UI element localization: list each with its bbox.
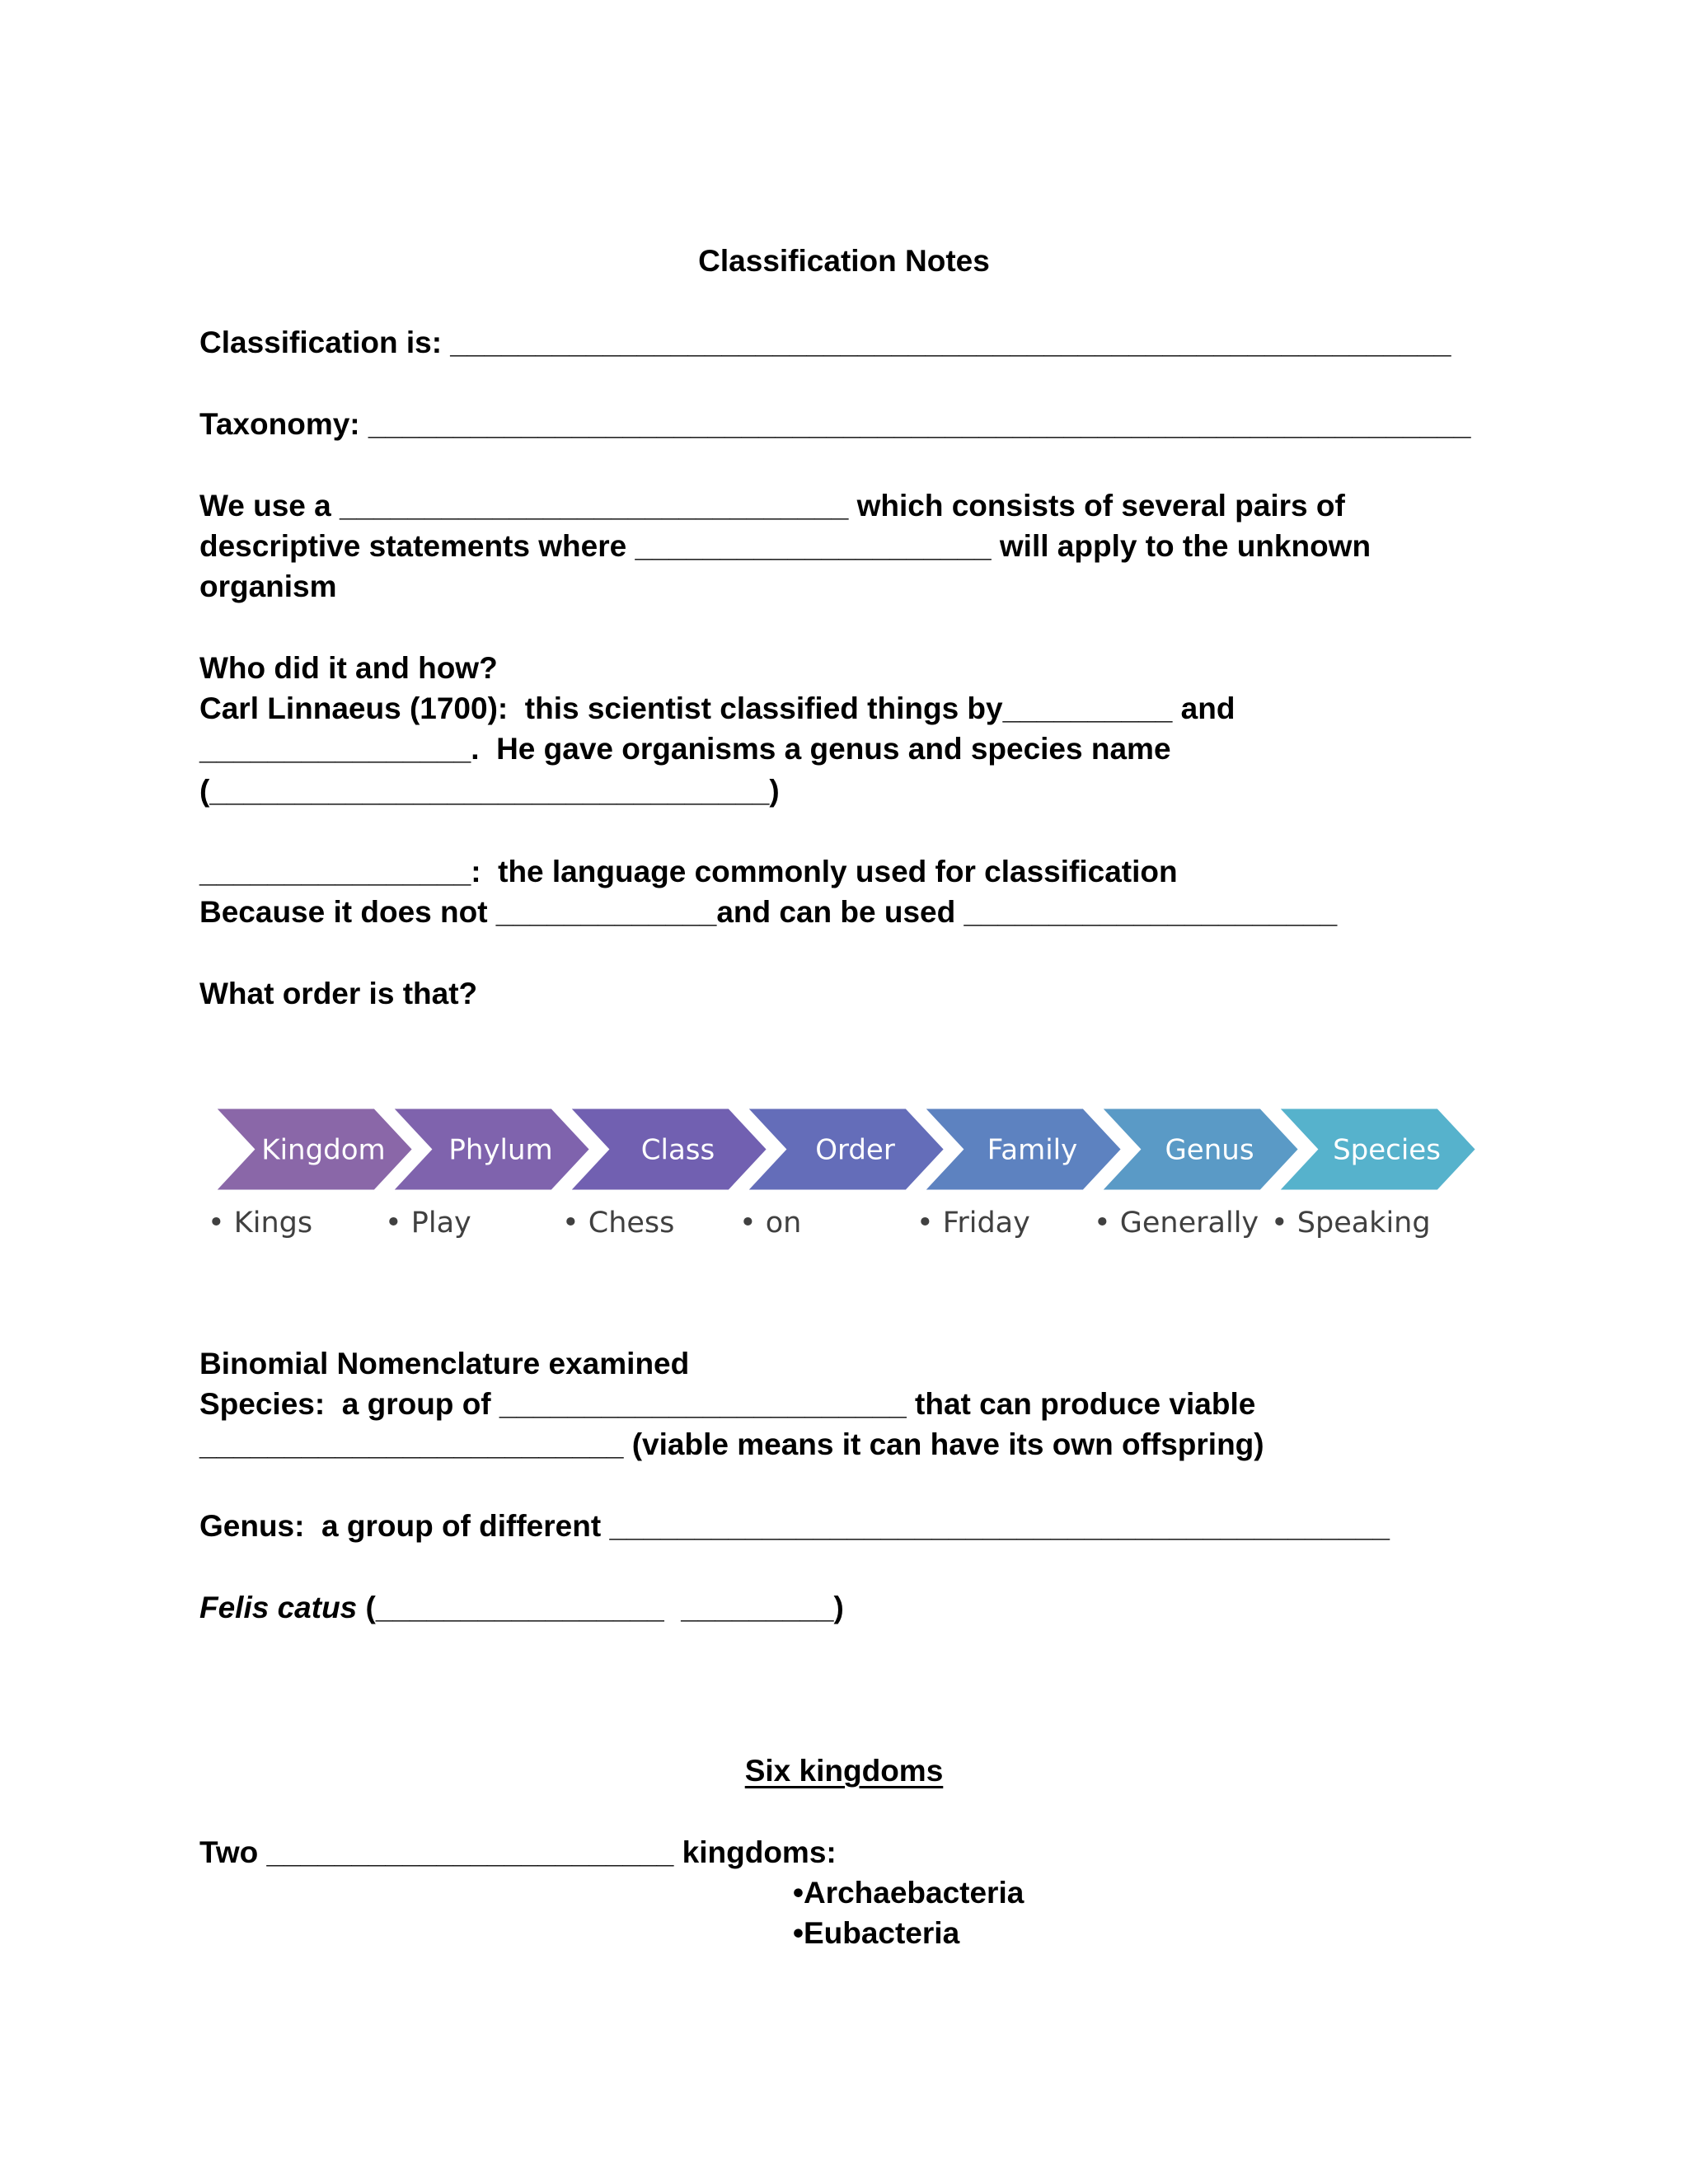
page-title: Classification Notes xyxy=(698,244,990,278)
mnemonic-family: • Friday xyxy=(917,1207,1030,1240)
mnemonic-class: • Chess xyxy=(562,1207,675,1240)
kingdom-item-archaebacteria: •Archaebacteria xyxy=(793,1876,1025,1910)
dichotomous-key-line-1: We use a ______________________________ which consists of several pairs of xyxy=(199,489,1345,523)
genus-definition-line: Genus: a group of different ______________________________________________ xyxy=(199,1509,1390,1543)
order-heading: What order is that? xyxy=(199,977,478,1010)
latin-reason-line: Because it does not _____________and can be used ______________________ xyxy=(199,895,1338,929)
binomial-heading: Binomial Nomenclature examined xyxy=(199,1347,690,1380)
chevron-label-family: Family xyxy=(987,1133,1078,1167)
linnaeus-line-2: ________________. He gave organisms a genus and species name xyxy=(199,732,1171,766)
kingdom-item-eubacteria: •Eubacteria xyxy=(793,1916,960,1950)
dichotomous-key-line-2: descriptive statements where _____________________ will apply to the unknown xyxy=(199,529,1372,563)
mnemonic-order: • on xyxy=(739,1207,802,1240)
mnemonic-kingdom: • Kings xyxy=(208,1207,313,1240)
mnemonic-genus: • Generally xyxy=(1094,1207,1259,1240)
linnaeus-line-3: (_________________________________) xyxy=(199,774,780,808)
linnaeus-line-1: Carl Linnaeus (1700): this scientist classified things by__________ and xyxy=(199,691,1236,725)
six-kingdoms-heading xyxy=(0,1753,1688,1789)
two-kingdoms-line: Two ________________________ kingdoms: xyxy=(199,1835,837,1869)
mnemonic-species: • Speaking xyxy=(1271,1207,1431,1240)
chevron-label-species: Species xyxy=(1333,1133,1441,1167)
chevron-label-order: Order xyxy=(815,1133,895,1167)
chevron-label-kingdom: Kingdom xyxy=(261,1133,386,1167)
felis-catus-line xyxy=(199,1590,844,1626)
latin-language-line: ________________: the language commonly used for classification xyxy=(199,855,1178,888)
chevron-label-genus: Genus xyxy=(1165,1133,1254,1167)
taxonomy-definition-line: Taxonomy: _________________________________________________________________ xyxy=(199,407,1471,441)
scientific-name: Felis catus xyxy=(199,1591,358,1624)
chevron-label-class: Class xyxy=(640,1133,715,1167)
who-did-it-heading: Who did it and how? xyxy=(199,651,498,685)
chevron-label-phylum: Phylum xyxy=(448,1133,553,1167)
dichotomous-key-line-3: organism xyxy=(199,569,337,603)
six-kingdoms-title: Six kingdoms xyxy=(744,1754,944,1788)
common-name-blanks: (_________________ _________) xyxy=(357,1591,844,1624)
species-definition-line-1: Species: a group of ________________________ that can produce viable xyxy=(199,1387,1256,1421)
classification-definition-line: Classification is: ___________________________________________________________ xyxy=(199,326,1451,359)
mnemonic-phylum: • Play xyxy=(385,1207,471,1240)
species-definition-line-2: _________________________ (viable means it can have its own offspring) xyxy=(199,1427,1264,1461)
